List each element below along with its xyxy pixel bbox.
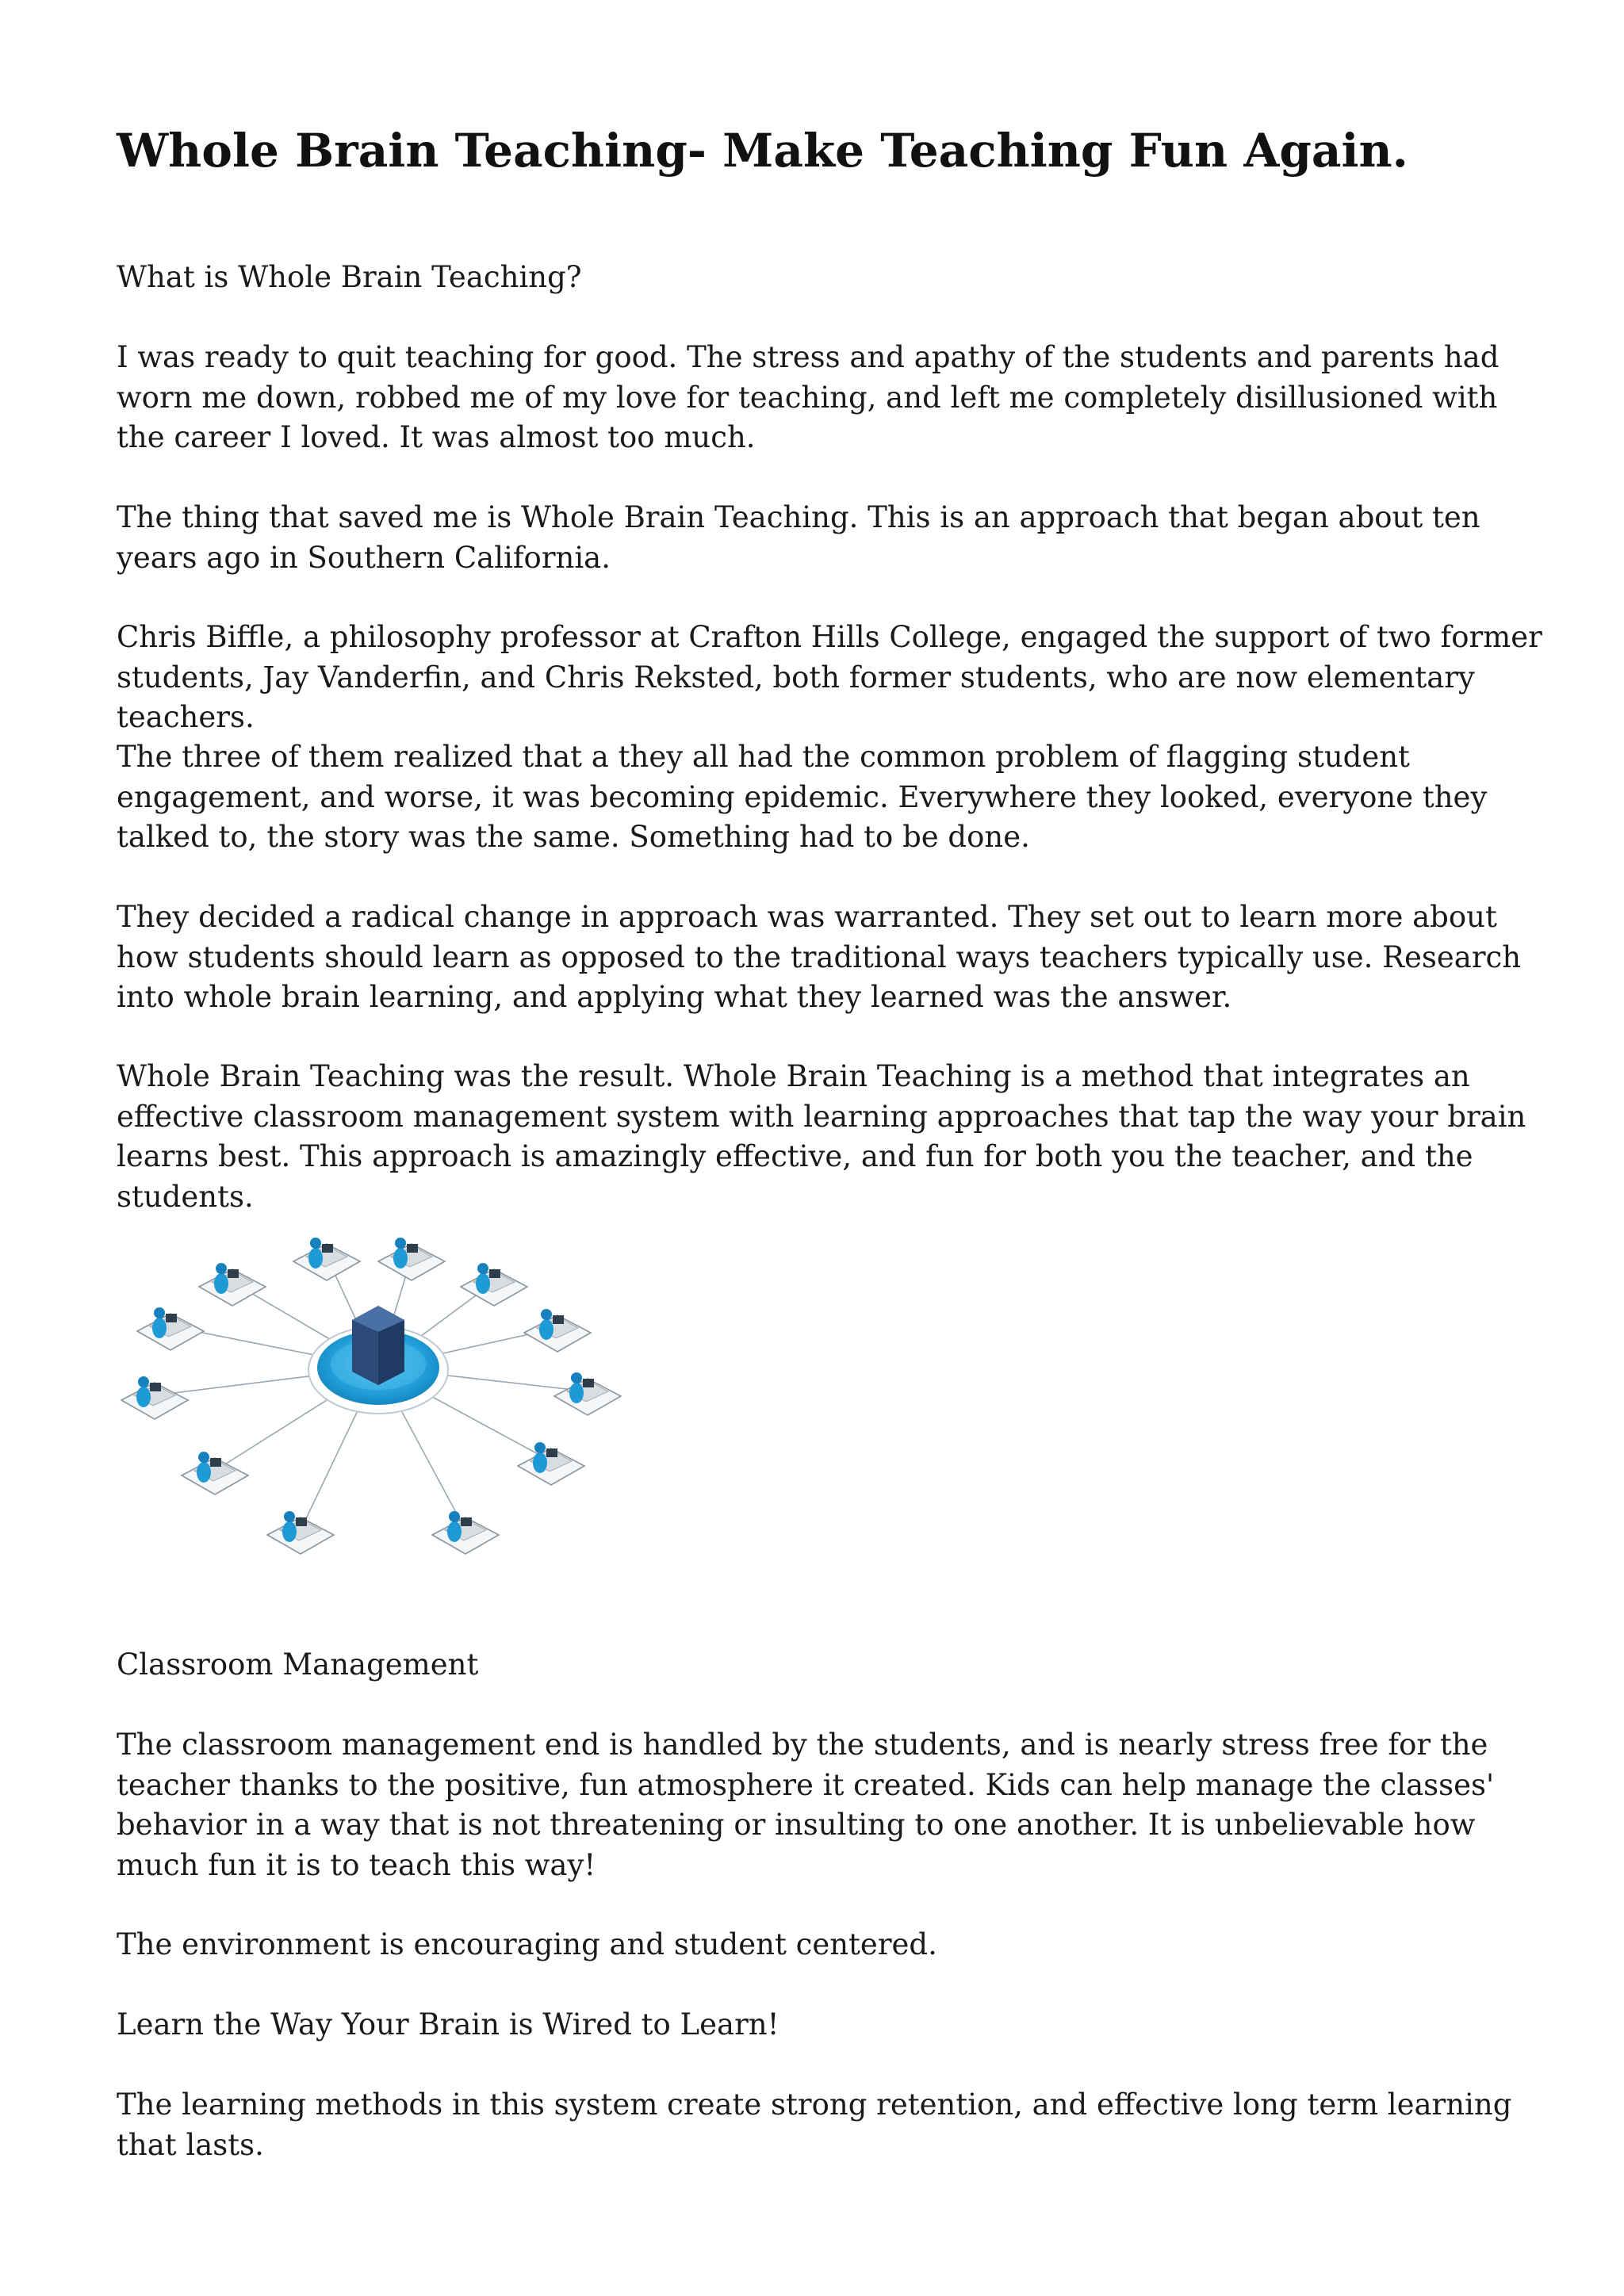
paragraph: The learning methods in this system create strong retention, and effective long term learning that lasts.: [117, 2087, 1512, 2162]
paragraph: The thing that saved me is Whole Brain Teaching. This is an approach that began about ten years ago in Southern California.: [117, 500, 1480, 575]
paragraph: The environment is encouraging and student centered.: [117, 1927, 937, 1961]
student-desk-icon: [554, 1372, 621, 1415]
paragraph: The three of them realized that a they all had the common problem of flagging student engagement, and worse, it was becoming epidemic. Everywhere they looked, everyone they talked to, the story was the same. Something had to be done.: [117, 740, 1488, 854]
server-icon: [352, 1306, 404, 1385]
network-hub-illustration: [117, 1209, 640, 1605]
paragraph: Whole Brain Teaching was the result. Whole Brain Teaching is a method that integrates an effective classroom management system with learning approaches that tap the way your brain learns best. This approach is amazingly effective, and fun for both you the teacher, and the students.: [117, 1059, 1526, 1214]
student-desk-icon: [199, 1263, 266, 1306]
student-desk-icon: [524, 1309, 591, 1352]
paragraph: They decided a radical change in approach was warranted. They set out to learn more about how students should learn as opposed to the traditional ways teachers typically use. Research into whole brain learning, and applying what they learned was the answer.: [117, 900, 1522, 1014]
section-heading-classroom-management: Classroom Management: [117, 1647, 479, 1682]
student-desk-icon: [293, 1238, 360, 1280]
section-heading-what-is: What is Whole Brain Teaching?: [117, 260, 582, 294]
student-desk-icon: [121, 1376, 188, 1419]
student-desk-icon: [378, 1238, 445, 1280]
student-desk-icon: [267, 1511, 334, 1554]
paragraph: I was ready to quit teaching for good. The stress and apathy of the students and parents had worn me down, robbed me of my love for teaching, and left me completely disillusioned with the career I loved. It was almost too much.: [117, 340, 1500, 454]
page-title: Whole Brain Teaching- Make Teaching Fun Again.: [117, 124, 1408, 178]
paragraph: Chris Biffle, a philosophy professor at Crafton Hills College, engaged the support of two former students, Jay Vanderfin, and Chris Reksted, both former students, who are now elementary teachers.: [117, 620, 1542, 734]
student-desk-icon: [182, 1452, 248, 1494]
paragraph: The classroom management end is handled by the students, and is nearly stress free for the teacher thanks to the positive, fun atmosphere it created. Kids can help manage the classes' behavior in a way that is not threatening or insulting to one another. It is unbelievable how much fun it is to teach this way!: [117, 1728, 1495, 1882]
student-desk-icon: [432, 1511, 499, 1554]
section-heading-learn-the-way: Learn the Way Your Brain is Wired to Learn!: [117, 2007, 779, 2042]
student-desk-icon: [137, 1307, 204, 1350]
